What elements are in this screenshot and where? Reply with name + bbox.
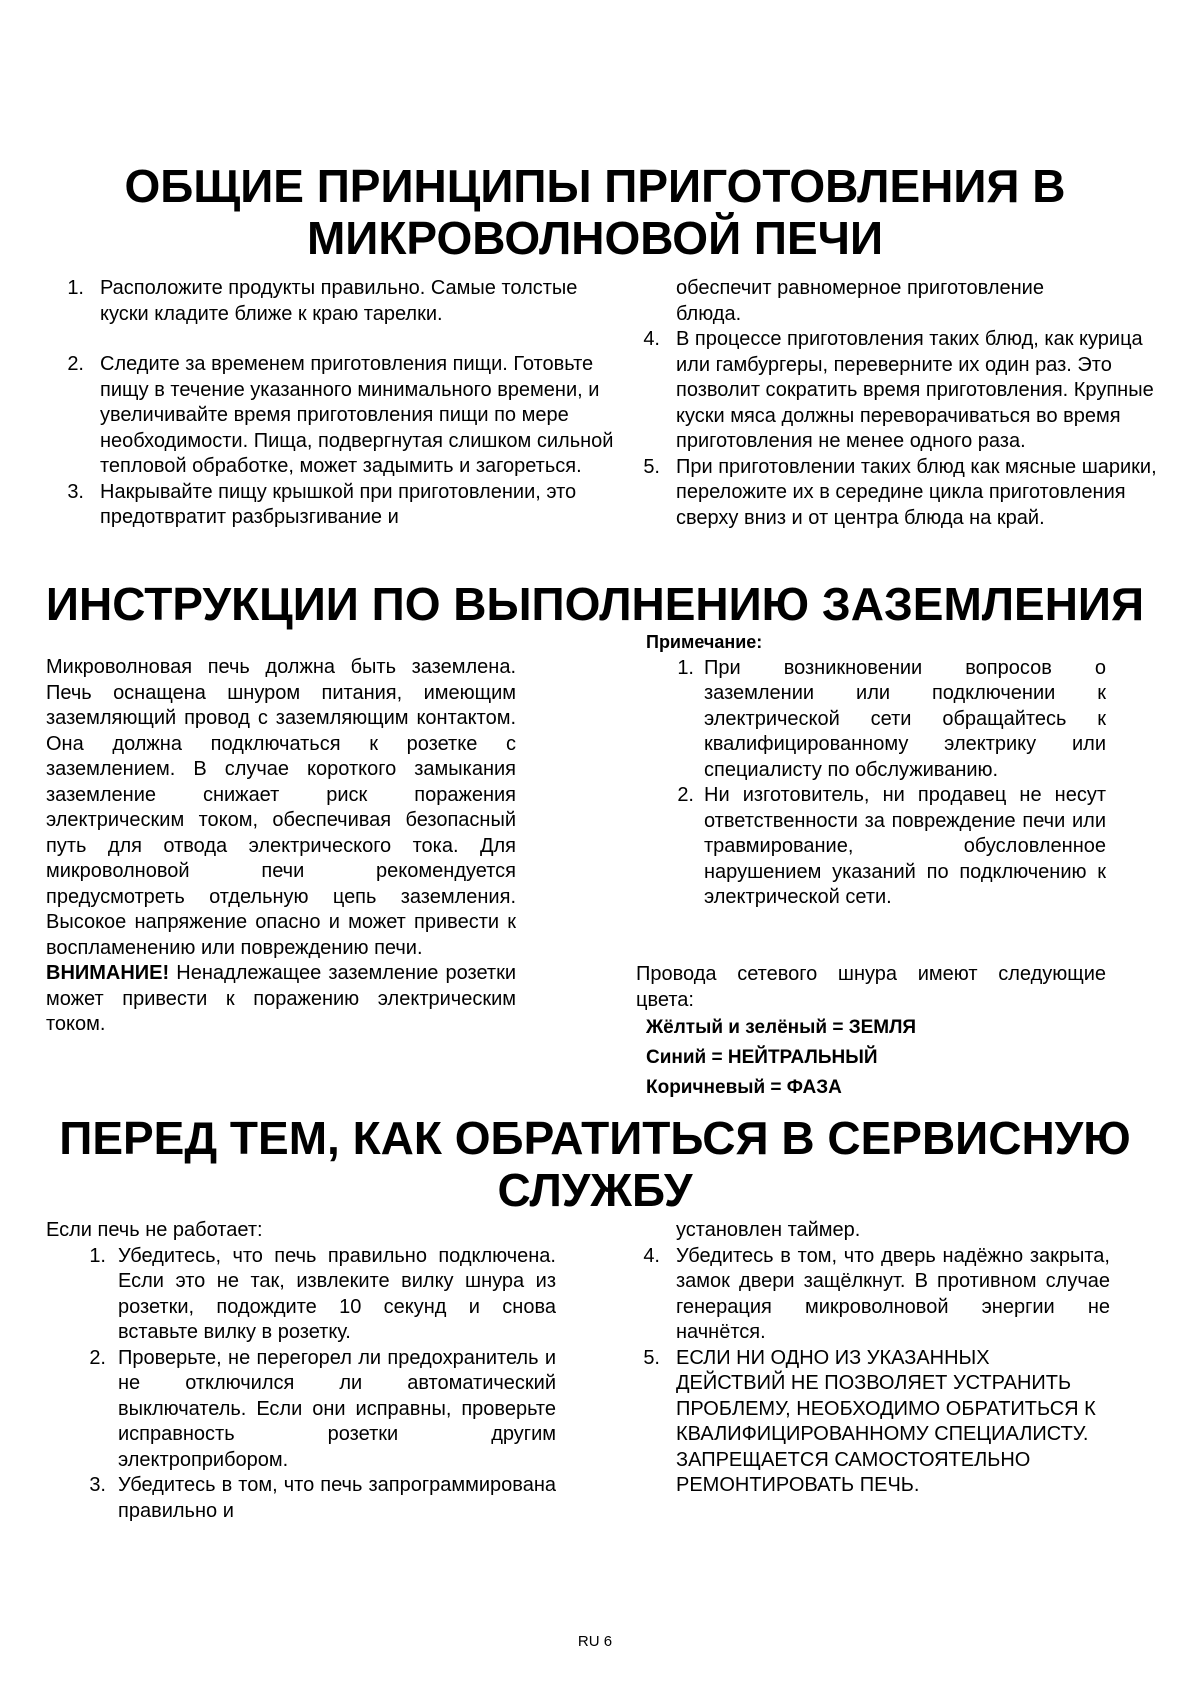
service-right-column bbox=[634, 1218, 1110, 1499]
list-item: 3. Накрывайте пищу крышкой при приготовлении, это предотвратит разбрызгивание и bbox=[67, 480, 577, 528]
list-item: 2. Проверьте, не перегорел ли предохранитель и не отключился ли автоматический выключатель. Если они исправны, проверьте исправность розетки другим электроприбором. bbox=[89, 1346, 556, 1471]
section2-title: ИНСТРУКЦИИ ПО ВЫПОЛНЕНИЮ ЗАЗЕМЛЕНИЯ bbox=[45, 578, 1145, 630]
wire-colors: Провода сетевого шнура имеют следующие цвета: Жёлтый и зелёный = ЗЕМЛЯ Синий = НЕЙТРАЛЬНЫЙ Коричневый = ФАЗА bbox=[636, 962, 1106, 1103]
note-label: Примечание: bbox=[646, 632, 763, 652]
list-item: 5. ЕСЛИ НИ ОДНО ИЗ УКАЗАННЫХ ДЕЙСТВИЙ НЕ ПОЗВОЛЯЕТ УСТРАНИТЬ ПРОБЛЕМУ, НЕОБХОДИМО ОБРАТИТЬСЯ К КВАЛИФИЦИРОВАННОМУ СПЕЦИАЛИСТУ. ЗАПРЕЩАЕТСЯ САМОСТОЯТЕЛЬНО РЕМОНТИРОВАТЬ ПЕЧЬ. bbox=[643, 1346, 1096, 1496]
list-item: 2. Ни изготовитель, ни продавец не несут ответственности за повреждение печи или травмирование, обусловленное нарушением указаний по подключению к электрической сети. bbox=[677, 784, 1106, 908]
warning-label: ВНИМАНИЕ! bbox=[46, 962, 170, 984]
grounding-notes bbox=[646, 630, 1106, 911]
wire-earth: Жёлтый и зелёный = ЗЕМЛЯ bbox=[646, 1017, 917, 1038]
list-item: установлен таймер. bbox=[676, 1219, 861, 1241]
list-item: 4. В процессе приготовления таких блюд, как курица или гамбургеры, переверните их один раз. Это позволит сократить время приготовления. Крупные куски мяса должны переворачиваться во время приготовления не менее одного раза. bbox=[643, 328, 1154, 452]
service-intro: Если печь не работает: bbox=[46, 1219, 263, 1241]
section1-right-column bbox=[634, 276, 1157, 531]
wire-neutral: Синий = НЕЙТРАЛЬНЫЙ bbox=[646, 1047, 878, 1068]
section3-title-line1: ПЕРЕД ТЕМ, КАК ОБРАТИТЬСЯ В СЕРВИСНУЮ bbox=[59, 1112, 1131, 1164]
section1-title bbox=[0, 160, 1190, 264]
section3-title bbox=[0, 1112, 1190, 1216]
list-item: 1. Убедитесь, что печь правильно подключена. Если это не так, извлеките вилку шнура из розетки, подождите 10 секунд и снова вставьте вилку в розетку. bbox=[89, 1244, 556, 1343]
section1-title-line2: МИКРОВОЛНОВОЙ ПЕЧИ bbox=[306, 212, 884, 264]
list-item: 3. Убедитесь в том, что печь запрограммирована правильно и bbox=[89, 1474, 556, 1522]
list-item: 5. При приготовлении таких блюд как мясные шарики, переложите их в середине цикла приготовления сверху вниз и от центра блюда на край. bbox=[643, 455, 1157, 529]
wire-phase: Коричневый = ФАЗА bbox=[646, 1077, 842, 1098]
grounding-text: Микроволновая печь должна быть заземлена. Печь оснащена шнуром питания, имеющим заземляющий провод с заземляющим контактом. Она должна подключаться к розетке с заземлением. В случае короткого замыкания заземление снижает риск поражения электрическим током, обеспечивая безопасный путь для отвода электрического тока. Для микроволновой печи рекомендуется предусмотреть отдельную цепь заземления. Высокое напряжение опасно и может привести к воспламенению или повреждению печи. ВНИМАНИЕ! Ненадлежащее заземление розетки может привести к поражению электрическим током. bbox=[46, 656, 516, 1035]
section1-title-line1: ОБЩИЕ ПРИНЦИПЫ ПРИГОТОВЛЕНИЯ В bbox=[124, 160, 1066, 212]
list-item: 4. Убедитесь в том, что дверь надёжно закрыта, замок двери защёлкнут. В противном случае генерация микроволновой энергии не начнётся. bbox=[643, 1244, 1110, 1343]
section3-title-line2: СЛУЖБУ bbox=[497, 1164, 693, 1216]
list-item: 1. Расположите продукты правильно. Самые толстые куски кладите ближе к краю тарелки. bbox=[67, 277, 578, 325]
service-left-column bbox=[46, 1218, 556, 1524]
list-item: 1. При возникновении вопросов о заземлении или подключении к электрической сети обращайтесь к квалифицированному электрику или специалисту по обслуживанию. bbox=[677, 656, 1106, 781]
list-item: обеспечит равномерное приготовление блюда. bbox=[676, 277, 1044, 325]
section1-left-column bbox=[58, 276, 618, 531]
page-number: RU 6 bbox=[577, 1633, 613, 1650]
list-item: 2. Следите за временем приготовления пищи. Готовьте пищу в течение указанного минимального времени, и увеличивайте время приготовления пищи по мере необходимости. Пища, подвергнутая слишком сильной тепловой обработке, может задымить и загореться. bbox=[67, 353, 614, 477]
